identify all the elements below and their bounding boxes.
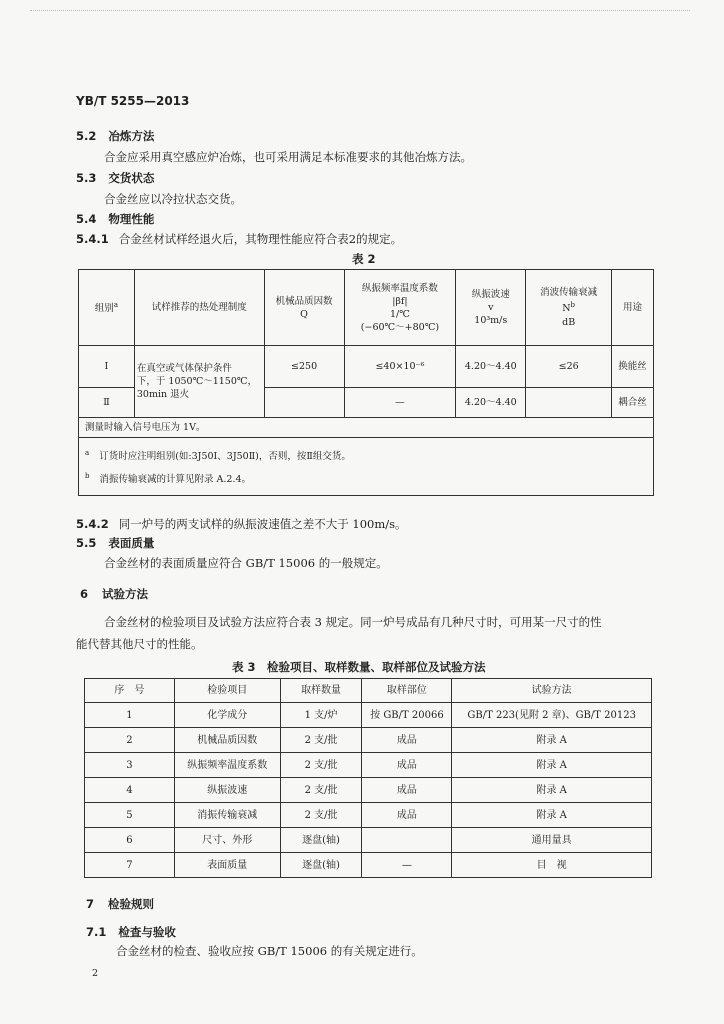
header-sample-qty: 取样数量 xyxy=(280,679,362,703)
section-5-3-text: 合金丝应以冷拉状态交货。 xyxy=(104,192,242,206)
section-title: 试验方法 xyxy=(102,587,149,601)
table-row-part: 成品 xyxy=(362,803,452,828)
header-text: 组别 xyxy=(94,303,114,315)
table-row-method: GB/T 223(见附 2 章)、GB/T 20123 xyxy=(452,703,652,728)
table-row-qty: 2 支/批 xyxy=(280,803,362,828)
table-row-method: 目 视 xyxy=(452,853,652,878)
table-row-serial: 5 xyxy=(85,803,175,828)
table-row-item: 纵振频率温度系数 xyxy=(174,753,280,778)
header-temp-coef xyxy=(344,270,456,346)
table-row-item: 纵振波速 xyxy=(174,778,280,803)
table-2 xyxy=(78,269,654,496)
section-number: 5.3 xyxy=(76,171,97,185)
section-5-5-text: 合金丝材的表面质量应符合 GB/T 15006 的一般规定。 xyxy=(104,556,388,570)
row2-temp-coef: — xyxy=(344,388,456,418)
section-5-4-1-text xyxy=(76,231,402,247)
section-6-heading xyxy=(80,586,148,602)
table-row-qty: 2 支/批 xyxy=(280,778,362,803)
header-symbol: N xyxy=(562,303,571,315)
section-6-text-line1: 合金丝材的检验项目及试验方法应符合表 3 规定。同一炉号成品有几种尺寸时，可用某一尺寸的性 xyxy=(104,615,602,629)
section-7-1-heading xyxy=(86,924,176,940)
section-title: 交货状态 xyxy=(108,171,155,185)
section-6-text-line2: 能代替其他尺寸的性能。 xyxy=(76,637,203,651)
row1-q: ≤250 xyxy=(264,346,344,388)
header-text: 消波传输衰减 xyxy=(540,287,598,299)
header-symbol: |βf| xyxy=(392,295,408,307)
section-title: 检查与验收 xyxy=(118,925,176,939)
header-attenuation xyxy=(526,270,612,346)
header-q xyxy=(264,270,344,346)
table-3-caption: 表 3 检验项目、取样数量、取样部位及试验方法 xyxy=(232,660,486,674)
header-test-method: 试验方法 xyxy=(452,679,652,703)
table-row-serial: 3 xyxy=(85,753,175,778)
section-text: 合金丝材试样经退火后，其物理性能应符合表2的规定。 xyxy=(118,232,403,246)
section-7-heading xyxy=(86,896,154,912)
row1-attenuation: ≤26 xyxy=(526,346,612,388)
table-row-item: 机械品质因数 xyxy=(174,728,280,753)
footnote-marker: b xyxy=(85,471,90,480)
header-symbol: Q xyxy=(300,308,308,320)
header-heat-treatment: 试样推荐的热处理制度 xyxy=(134,270,264,346)
section-5-4-2-text xyxy=(76,516,407,532)
header-velocity xyxy=(456,270,526,346)
table-row-method: 通用量具 xyxy=(452,828,652,853)
footnote-marker: a xyxy=(113,301,119,310)
section-5-2-text: 合金应采用真空感应炉冶炼，也可采用满足本标准要求的其他冶炼方法。 xyxy=(104,150,472,164)
table-row-part: — xyxy=(362,853,452,878)
section-number: 5.4 xyxy=(76,212,97,226)
row2-group: Ⅱ xyxy=(79,388,135,418)
row2-velocity: 4.20～4.40 xyxy=(456,388,526,418)
table-row-part: 成品 xyxy=(362,728,452,753)
section-title: 检验规则 xyxy=(108,897,155,911)
table-row-serial: 6 xyxy=(85,828,175,853)
header-text: 纵振波速 xyxy=(471,289,510,300)
section-5-5-heading xyxy=(76,535,154,551)
row1-use: 换能丝 xyxy=(612,346,654,388)
standard-number: YB/T 5255—2013 xyxy=(76,94,190,108)
table-2-caption: 表 2 xyxy=(352,252,376,266)
section-number: 5.4.2 xyxy=(76,517,109,531)
heat-line: 30min 退火 xyxy=(136,389,190,400)
table-2-note: 测量时输入信号电压为 1V。 xyxy=(79,418,654,438)
row1-velocity: 4.20～4.40 xyxy=(456,346,526,388)
section-number: 5.2 xyxy=(76,129,97,143)
footnote-text: 订货时应注明组别(如:3J50Ⅰ、3J50Ⅱ)，否则，按Ⅱ组交货。 xyxy=(99,451,351,463)
header-text: 纵振频率温度系数 xyxy=(361,282,438,294)
section-7-1-text: 合金丝材的检查、验收应按 GB/T 15006 的有关规定进行。 xyxy=(116,944,423,958)
section-number: 7 xyxy=(86,897,95,911)
table-row-item: 尺寸、外形 xyxy=(174,828,280,853)
row1-temp-coef: ≤40×10⁻⁶ xyxy=(344,346,456,388)
table-row-qty: 逐盘(轴) xyxy=(280,853,362,878)
section-title: 表面质量 xyxy=(108,536,155,550)
heat-line: 在真空或气体保护条件 xyxy=(136,363,232,374)
scan-top-rule xyxy=(30,10,690,12)
page-number: 2 xyxy=(92,968,99,979)
table-row-item: 表面质量 xyxy=(174,853,280,878)
header-unit: dB xyxy=(562,316,576,328)
section-5-4-heading xyxy=(76,211,154,227)
table-row-part: 成品 xyxy=(362,753,452,778)
section-number: 5.5 xyxy=(76,536,97,550)
header-group xyxy=(79,270,135,346)
section-5-2-heading xyxy=(76,128,154,144)
heat-treatment-cell xyxy=(134,346,264,418)
section-title: 冶炼方法 xyxy=(108,129,155,143)
header-serial: 序 号 xyxy=(85,679,175,703)
header-item: 检验项目 xyxy=(174,679,280,703)
section-text: 同一炉号的两支试样的纵振波速值之差不大于 100m/s。 xyxy=(118,517,407,531)
table-row-part xyxy=(362,828,452,853)
table-2-footnotes xyxy=(79,438,654,496)
header-use: 用途 xyxy=(612,270,654,346)
table-3 xyxy=(84,678,652,878)
table-row-serial: 4 xyxy=(85,778,175,803)
row2-attenuation xyxy=(526,388,612,418)
section-5-3-heading xyxy=(76,170,154,186)
table-row-method: 附录 A xyxy=(452,778,652,803)
row2-q xyxy=(264,388,344,418)
table-row-qty: 2 支/批 xyxy=(280,728,362,753)
section-number: 5.4.1 xyxy=(76,232,109,246)
footnote-marker: a xyxy=(85,449,90,458)
table-row-part: 成品 xyxy=(362,778,452,803)
table-row-qty: 逐盘(轴) xyxy=(280,828,362,853)
table-row-method: 附录 A xyxy=(452,728,652,753)
section-title: 物理性能 xyxy=(108,212,155,226)
table-row-serial: 1 xyxy=(85,703,175,728)
table-row-part: 按 GB/T 20066 xyxy=(362,703,452,728)
table-row-method: 附录 A xyxy=(452,753,652,778)
header-symbol: v xyxy=(488,302,494,313)
table-row-serial: 2 xyxy=(85,728,175,753)
header-range: (−60℃～+80℃) xyxy=(360,321,440,333)
table-row-method: 附录 A xyxy=(452,803,652,828)
table-row-item: 消振传输衰减 xyxy=(174,803,280,828)
section-number: 7.1 xyxy=(86,925,107,939)
table-row-serial: 7 xyxy=(85,853,175,878)
row1-group: Ⅰ xyxy=(79,346,135,388)
heat-line: 下，于 1050℃～1150℃， xyxy=(136,376,258,387)
header-sample-part: 取样部位 xyxy=(362,679,452,703)
header-text: 机械品质因数 xyxy=(275,295,333,307)
row2-use: 耦合丝 xyxy=(612,388,654,418)
table-row-item: 化学成分 xyxy=(174,703,280,728)
footnote-marker: b xyxy=(570,301,576,310)
header-unit: 10³m/s xyxy=(474,315,508,326)
table-row-qty: 2 支/批 xyxy=(280,753,362,778)
section-number: 6 xyxy=(80,587,89,601)
header-unit: 1/℃ xyxy=(389,308,410,320)
footnote-text: 消振传输衰减的计算见附录 A.2.4。 xyxy=(99,473,251,485)
table-row-qty: 1 支/炉 xyxy=(280,703,362,728)
